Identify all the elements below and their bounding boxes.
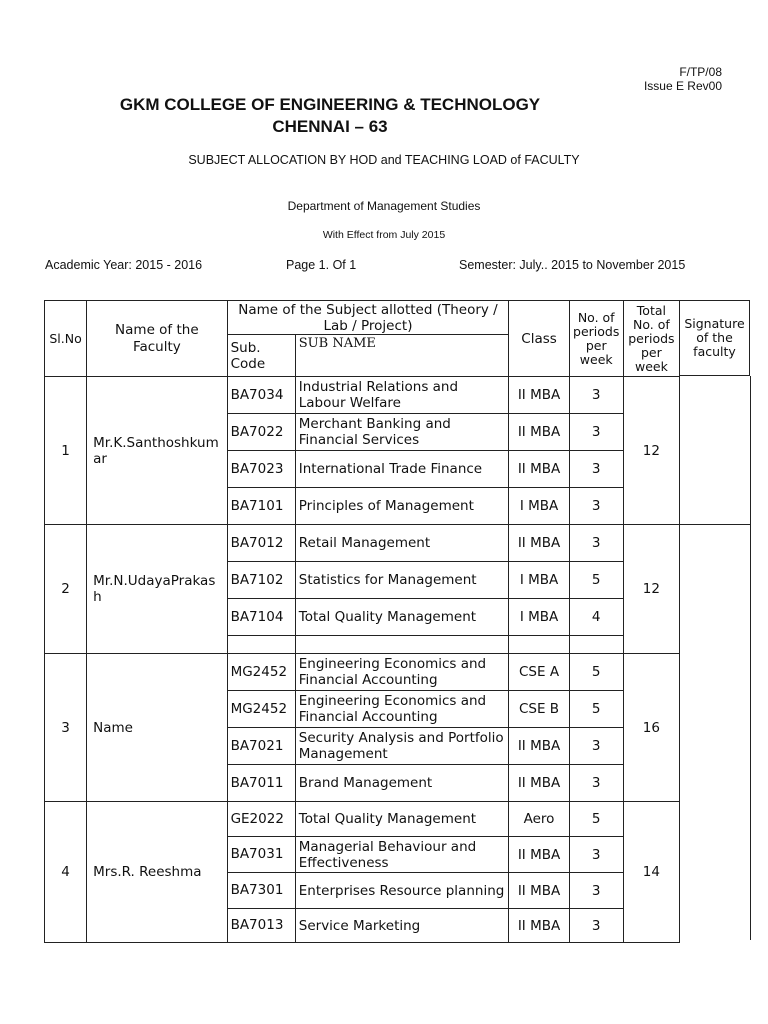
subject-code: BA7022 (227, 414, 295, 451)
subject-code: BA7013 (227, 909, 295, 943)
subject-class: II MBA (509, 377, 569, 414)
subject-periods: 3 (569, 765, 623, 802)
table-row (45, 525, 680, 562)
faculty-slno: 1 (45, 377, 87, 525)
faculty-name: Mr.N.UdayaPrakash (87, 525, 227, 654)
subject-name: Industrial Relations and Labour Welfare (295, 377, 509, 414)
subject-periods: 3 (569, 728, 623, 765)
header-faculty: Name of the Faculty (87, 301, 227, 377)
semester-period: Semester: July.. 2015 to November 2015 (459, 258, 686, 272)
header-sub-name: SUB NAME (295, 335, 509, 377)
subject-name: Brand Management (295, 765, 509, 802)
subject-periods: 3 (569, 488, 623, 525)
header-class: Class (509, 301, 569, 377)
subject-code: MG2452 (227, 691, 295, 728)
subject-periods: 3 (569, 377, 623, 414)
subject-name: Retail Management (295, 525, 509, 562)
subject-periods: 3 (569, 525, 623, 562)
college-name: GKM COLLEGE OF ENGINEERING & TECHNOLOGY (119, 95, 541, 114)
faculty-slno: 3 (45, 654, 87, 802)
subject-code: BA7102 (227, 562, 295, 599)
subject-code: BA7034 (227, 377, 295, 414)
subject-class: CSE A (509, 654, 569, 691)
header-total-periods: Total No. of periods per week (623, 301, 679, 377)
subject-name: International Trade Finance (295, 451, 509, 488)
subject-periods (569, 636, 623, 654)
faculty-slno: 4 (45, 802, 87, 943)
table-row (45, 654, 680, 691)
subject-code: BA7012 (227, 525, 295, 562)
subject-class: II MBA (509, 414, 569, 451)
subject-name: Enterprises Resource planning (295, 873, 509, 909)
subject-periods: 3 (569, 837, 623, 873)
document-title: SUBJECT ALLOCATION BY HOD and TEACHING LOAD of FACULTY (188, 153, 580, 167)
header-sub-code: Sub. Code (227, 335, 295, 377)
faculty-slno: 2 (45, 525, 87, 654)
subject-periods: 5 (569, 562, 623, 599)
subject-name: Total Quality Management (295, 599, 509, 636)
page-number: Page 1. Of 1 (286, 258, 357, 272)
subject-class: II MBA (509, 873, 569, 909)
subject-name: Merchant Banking and Financial Services (295, 414, 509, 451)
faculty-name: Name (87, 654, 227, 802)
subject-code: BA7023 (227, 451, 295, 488)
subject-code: BA7031 (227, 837, 295, 873)
faculty-total-periods: 12 (623, 525, 679, 654)
subject-class: II MBA (509, 525, 569, 562)
college-city: CHENNAI – 63 (272, 117, 388, 136)
department-name: Department of Management Studies (287, 199, 481, 213)
allocation-table (44, 300, 680, 943)
issue-revision: Issue E Rev00 (643, 79, 722, 93)
subject-periods: 5 (569, 802, 623, 837)
subject-name: Service Marketing (295, 909, 509, 943)
effective-date: With Effect from July 2015 (322, 229, 446, 241)
faculty-total-periods: 14 (623, 802, 679, 943)
subject-class: II MBA (509, 728, 569, 765)
subject-class: II MBA (509, 837, 569, 873)
subject-name: Engineering Economics and Financial Accounting (295, 654, 509, 691)
header-subject-allotted: Name of the Subject allotted (Theory / Lab / Project) (227, 301, 509, 335)
faculty-name: Mr.K.Santhoshkumar (87, 377, 227, 525)
faculty-total-periods: 16 (623, 654, 679, 802)
header-slno: Sl.No (45, 301, 87, 377)
subject-name (295, 636, 509, 654)
subject-name: Total Quality Management (295, 802, 509, 837)
subject-code: BA7021 (227, 728, 295, 765)
subject-code: BA7101 (227, 488, 295, 525)
signature-cell-1 (680, 376, 750, 525)
subject-name: Managerial Behaviour and Effectiveness (295, 837, 509, 873)
subject-code: GE2022 (227, 802, 295, 837)
subject-periods: 5 (569, 654, 623, 691)
faculty-name: Mrs.R. Reeshma (87, 802, 227, 943)
subject-code: MG2452 (227, 654, 295, 691)
subject-class: II MBA (509, 909, 569, 943)
subject-class: I MBA (509, 562, 569, 599)
subject-name: Principles of Management (295, 488, 509, 525)
subject-code: BA7104 (227, 599, 295, 636)
header-signature: Signature of the faculty (680, 300, 750, 376)
subject-code: BA7011 (227, 765, 295, 802)
subject-name: Statistics for Management (295, 562, 509, 599)
subject-class: II MBA (509, 765, 569, 802)
subject-class: Aero (509, 802, 569, 837)
subject-class: II MBA (509, 451, 569, 488)
table-row (45, 377, 680, 414)
subject-code (227, 636, 295, 654)
subject-name: Security Analysis and Portfolio Management (295, 728, 509, 765)
header-periods: No. of periods per week (569, 301, 623, 377)
form-code: F/TP/08 (679, 65, 722, 79)
subject-periods: 5 (569, 691, 623, 728)
signature-column-edge (750, 376, 751, 940)
subject-class: I MBA (509, 599, 569, 636)
subject-periods: 3 (569, 873, 623, 909)
subject-code: BA7301 (227, 873, 295, 909)
subject-class: I MBA (509, 488, 569, 525)
faculty-total-periods: 12 (623, 377, 679, 525)
subject-class (509, 636, 569, 654)
table-row (45, 802, 680, 837)
subject-periods: 3 (569, 909, 623, 943)
subject-periods: 3 (569, 414, 623, 451)
subject-periods: 3 (569, 451, 623, 488)
subject-class: CSE B (509, 691, 569, 728)
subject-name: Engineering Economics and Financial Accounting (295, 691, 509, 728)
academic-year: Academic Year: 2015 - 2016 (45, 258, 203, 272)
subject-periods: 4 (569, 599, 623, 636)
